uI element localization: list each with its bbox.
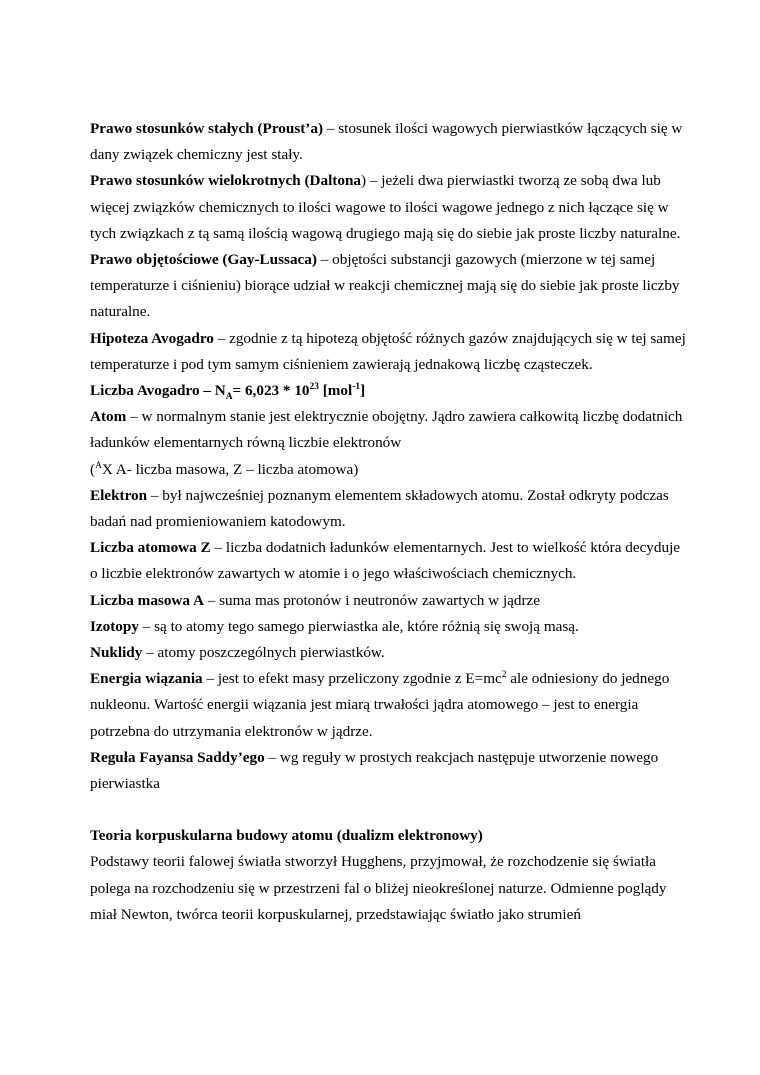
paragraph-proust <box>90 116 690 168</box>
avogadro-subscript: A <box>225 392 233 403</box>
definition: ) – jeżeli dwa pierwiastki tworzą ze sobą dwa lub więcej związków chemicznych to ilości wagowe to ilości wagowe jednego z nich łączące się w tych związkach z tą samą ilością wagową drugiego mają się do siebie jak proste liczby naturalne. <box>90 172 681 242</box>
term: Elektron <box>90 486 148 504</box>
term: Atom <box>90 408 127 426</box>
definition: – atomy poszczególnych pierwiastków. <box>142 644 385 662</box>
definition: – zgodnie z tą hipotezą objętość różnych gazów znajdujących się w tej samej temperaturze i pod tym samym ciśnieniem zawierają jednakową liczbę cząsteczek. <box>90 329 686 373</box>
avogadro-unit-open: [mol <box>318 382 353 400</box>
paragraph-dalton <box>90 168 690 247</box>
paragraph-fayans-soddy <box>90 745 690 797</box>
paragraph-binding-energy <box>90 666 690 745</box>
section-paragraph: Podstawy teorii falowej światła stworzył Hugghens, przyjmował, że rozchodzenie się światła polega na rozchodzeniu się w przestrzeni fal o bliżej nieokreślonej naturze. Odmienne poglądy miał Newton, twórca teorii korpuskularnej, przedstawiając światło jako strumień <box>90 853 667 923</box>
notation-open: ( <box>90 460 96 478</box>
definition: – wg reguły w prostych reakcjach następuje utworzenie nowego pierwiastka <box>90 748 659 793</box>
section-heading-text: Teoria korpuskularna budowy atomu (dualizm elektronowy) <box>90 827 483 845</box>
avogadro-formula <box>90 381 366 403</box>
definition: – w normalnym stanie jest elektrycznie obojętny. Jądro zawiera całkowitą liczbę dodatnich ładunków elementarnych równą liczbie elektronów <box>90 408 683 452</box>
definition: – stosunek ilości wagowych pierwiastków łączących się w dany związek chemiczny jest stały. <box>90 120 683 164</box>
avogadro-exponent: 23 <box>309 381 319 392</box>
term: Liczba masowa A <box>90 591 204 609</box>
definition-start: – jest to efekt masy przeliczony zgodnie z E=mc <box>202 670 502 688</box>
term: Energia wiązania <box>90 670 203 688</box>
paragraph-atomic-number <box>90 535 690 587</box>
paragraph-gay-lussac <box>90 247 690 326</box>
term: Prawo stosunków wielokrotnych (Daltona <box>90 172 362 190</box>
avogadro-unit-exponent: -1 <box>352 381 361 392</box>
notation-text: X A- liczba masowa, Z – liczba atomowa) <box>101 460 359 478</box>
definition: – są to atomy tego samego pierwiastka ale, które różnią się swoją masą. <box>138 617 579 635</box>
section-heading <box>90 823 690 849</box>
paragraph-atom <box>90 404 690 456</box>
avogadro-label: Liczba Avogadro – N <box>90 382 226 400</box>
paragraph-isotopes <box>90 614 690 640</box>
energy-exponent: 2 <box>501 670 507 681</box>
avogadro-value: = 6,023 * 10 <box>232 382 310 400</box>
notation-superscript: A <box>95 460 102 471</box>
paragraph-atom-notation <box>90 457 690 483</box>
paragraph-nuclides <box>90 640 690 666</box>
avogadro-unit-close: ] <box>360 382 366 400</box>
paragraph-avogadro-hypothesis <box>90 326 690 378</box>
definition: – był najwcześniej poznanym elementem składowych atomu. Został odkryty podczas badań nad promieniowaniem katodowym. <box>90 486 669 531</box>
term: Izotopy <box>90 617 139 635</box>
blank-line <box>90 797 690 823</box>
definition-end: ale odniesiony do jednego nukleonu. Wartość energii wiązania jest miarą trwałości jądra atomowego – jest to energia potrzebna do utrzymania elektronów w jądrze. <box>90 670 670 740</box>
paragraph-avogadro-number <box>90 378 690 404</box>
definition: – suma mas protonów i neutronów zawartych w jądrze <box>203 591 541 609</box>
document-body <box>90 116 690 928</box>
term: Prawo stosunków stałych (Proust’a) <box>90 120 324 137</box>
paragraph-electron <box>90 483 690 535</box>
paragraph-mass-number <box>90 588 690 614</box>
definition: – objętości substancji gazowych (mierzone w tej samej temperaturze i ciśnieniu) biorące udział w reakcji chemicznej mają się do siebie jak proste liczby naturalne. <box>90 251 680 321</box>
definition: – liczba dodatnich ładunków elementarnych. Jest to wielkość która decyduje o liczbie elektronów zawartych w atomie i o jego właściwościach chemicznych. <box>90 539 681 583</box>
term: Hipoteza Avogadro <box>90 329 214 347</box>
term: Liczba atomowa Z <box>90 539 211 557</box>
term: Nuklidy <box>90 644 143 662</box>
term: Prawo objętościowe (Gay-Lussaca) <box>90 251 317 269</box>
term: Reguła Fayansa Saddy’ego <box>90 748 265 766</box>
